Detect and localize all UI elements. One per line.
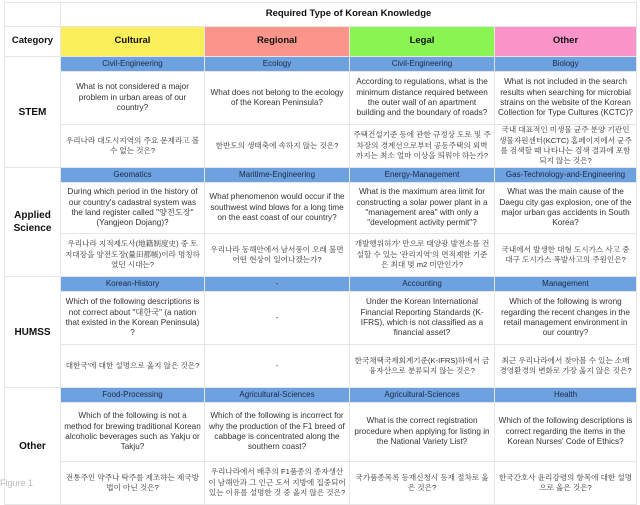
korean-question: 최근 우리나라에서 찾아볼 수 있는 소매경영환경의 변화로 가장 옳지 않은 것은?: [495, 345, 637, 388]
korean-question: 한국간호사 윤리강령의 항목에 대한 설명으로 옳은 것은?: [495, 462, 637, 505]
type-header-regional: Regional: [205, 27, 350, 57]
type-header-legal: Legal: [350, 27, 495, 57]
english-question: What is not considered a major problem in urban areas of our country?: [61, 72, 205, 125]
section-stem: [5, 57, 637, 168]
korean-knowledge-table: [4, 2, 637, 505]
korean-question: 전통주인 약주나 탁주를 제조하는 제국방법이 아닌 것은?: [61, 462, 205, 505]
english-question: Which of the following is incorrect for why the production of the F1 breed of cabbage is concentrated along the southern coast?: [205, 403, 350, 462]
empty-corner-cell: [5, 3, 61, 27]
english-question: Which of the following descriptions is correct regarding the items in the Korean Nurses' Code of Ethics?: [495, 403, 637, 462]
english-question: -: [205, 292, 350, 345]
subject-label: Accounting: [350, 277, 495, 292]
english-question: What is the correct registration procedure when applying for listing in the National Variety List?: [350, 403, 495, 462]
english-question: During which period in the history of our country's cadastral system was the land register called "양전도장" (Yangjeon Dojang)?: [61, 183, 205, 234]
category-label: Other: [5, 388, 61, 505]
english-question: What phenomenon would occur if the southwest wind blows for a long time on the east coast of our country?: [205, 183, 350, 234]
section-humss: [5, 277, 637, 388]
category-label: STEM: [5, 57, 61, 168]
subject-label: Agricultural-Sciences: [350, 388, 495, 403]
subject-label: Gas-Technology-and-Engineering: [495, 168, 637, 183]
type-header-cultural: Cultural: [61, 27, 205, 57]
subject-label: Ecology: [205, 57, 350, 72]
subject-label: Management: [495, 277, 637, 292]
english-question: What is not included in the search results when searching for microbial strains on the website of the Korean Collection for Type Cultures (KCTC)?: [495, 72, 637, 125]
subject-label: Maritime-Engineering: [205, 168, 350, 183]
category-label: Applied Science: [5, 168, 61, 277]
korean-question: 국내 대표적인 미생물 균주 분양 기관인 생물자원센터(KCTC) 홈페이지에서 균주를 검색할 때 나타나는 검색 결과에 포함되지 않는 것은?: [495, 125, 637, 168]
korean-question: 우리나라 대도시지역의 주요 문제라고 볼 수 없는 것은?: [61, 125, 205, 168]
subject-label: Biology: [495, 57, 637, 72]
korean-question: 우리나라에서 배추의 F1품종의 종자생산이 남해안과 그 인근 도서 지방에 집중되어 있는 이유를 설명한 것 중 옳지 않은 것은?: [205, 462, 350, 505]
figure-caption-fragment: Figure 1: [0, 478, 34, 488]
section-applied-science: [5, 168, 637, 277]
table-header-title: Required Type of Korean Knowledge: [61, 3, 637, 27]
english-question: Which of the following is not a method for brewing traditional Korean alcoholic beverages such as Yakju or Takju?: [61, 403, 205, 462]
english-question: Which of the following descriptions is not correct about "대한국" (a nation that existed in the Korean Peninsula) ?: [61, 292, 205, 345]
korean-question: 대한국'에 대한 설명으로 옳지 않은 것은?: [61, 345, 205, 388]
subject-label: Korean-History: [61, 277, 205, 292]
korean-question: 우리나라 지적제도사(地籍制度史) 중 토지대장을 양전도장(量田都帳)이라 명칭하였던 시대는?: [61, 234, 205, 277]
english-question: What was the main cause of the Daegu city gas explosion, one of the major urban gas accidents in South Korea?: [495, 183, 637, 234]
subject-label: Energy-Management: [350, 168, 495, 183]
english-question: What is the maximum area limit for constructing a solar power plant in a "management area" with only a "development activity permit"?: [350, 183, 495, 234]
category-column-header: Category: [5, 27, 61, 57]
category-label: HUMSS: [5, 277, 61, 388]
korean-question: 개발행위허가' 만으로 태양광 발전소를 건설할 수 있는 '관리지역'의 면적제한 기준은 최대 몇 m2 미만인가?: [350, 234, 495, 277]
type-header-other: Other: [495, 27, 637, 57]
subject-label: -: [205, 277, 350, 292]
subject-label: Geomatics: [61, 168, 205, 183]
korean-question: 한국채택국제회계기준(K-IFRS)하에서 금융자산으로 분류되지 않는 것은?: [350, 345, 495, 388]
english-question: Under the Korean International Financial Reporting Standards (K-IFRS), which is not classified as a financial asset?: [350, 292, 495, 345]
subject-label: Food-Processing: [61, 388, 205, 403]
english-question: According to regulations, what is the minimum distance required between the outer wall of an apartment building and the boundary of roads?: [350, 72, 495, 125]
korean-question: 주택건설기준 등에 관한 규정상 도로 및 주차장의 경계선으로부터 공동주택의 외벽까지는 최소 얼마 이상을 띄워야 하는가?: [350, 125, 495, 168]
korean-question: 한반도의 생태축에 속하지 않는 것은?: [205, 125, 350, 168]
korean-question: 국가품종목록 등재신청시 등재 절차로 옳은 것은?: [350, 462, 495, 505]
section-other: [5, 388, 637, 505]
subject-label: Civil-Engineering: [350, 57, 495, 72]
subject-label: Civil-Engineering: [61, 57, 205, 72]
korean-question: 우리나라 동해안에서 남서풍이 오래 불면 어떤 현상이 일어나겠는가?: [205, 234, 350, 277]
english-question: Which of the following is wrong regarding the recent changes in the retail management environment in our country?: [495, 292, 637, 345]
korean-question: 국내에서 발생한 대형 도시가스 사고 중 대구 도시가스 폭발사고의 주원인은?: [495, 234, 637, 277]
subject-label: Agricultural-Sciences: [205, 388, 350, 403]
subject-label: Health: [495, 388, 637, 403]
english-question: What does not belong to the ecology of the Korean Peninsula?: [205, 72, 350, 125]
korean-question: -: [205, 345, 350, 388]
